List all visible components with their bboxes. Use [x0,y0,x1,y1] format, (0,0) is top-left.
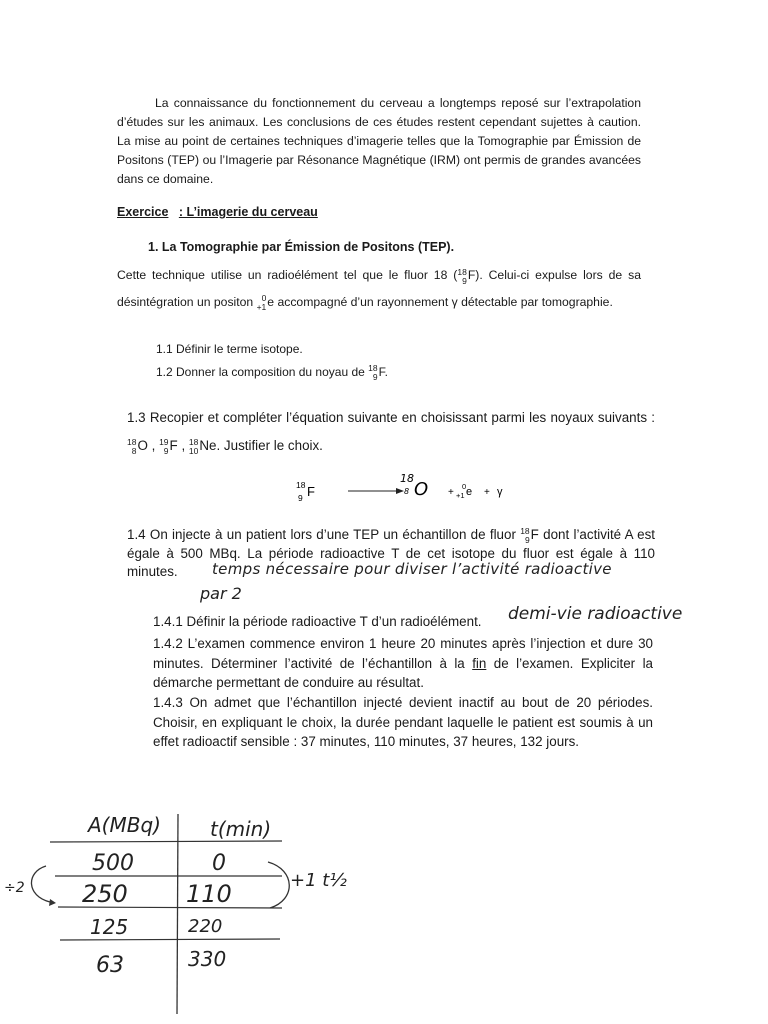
nuclide-f18 [368,364,378,382]
nuclide-f18 [457,263,467,289]
eq-lhs-charge: 9 [298,493,303,503]
eq-gamma: γ [497,486,503,498]
table-header-line [50,841,282,842]
nuclide-symbol: F [169,438,178,454]
table-right-note: +1 t½ [290,870,347,891]
handwritten-note-par2: par 2 [200,584,242,603]
nuclide-charge: 9 [462,275,467,286]
table-cell-activity: 63 [96,953,124,978]
eq-plus-1: + [448,487,454,498]
q142-text-end: de l’examen. Expliciter la démarche permettant de conduire au résultat. [153,655,653,690]
question-1-1: 1.1 Définir le terme isotope. [156,342,303,356]
eq-lhs-symbol: F [307,484,315,499]
right-brace [268,862,289,908]
question-1-3 [127,404,655,460]
q12-text: 1.2 Donner la composition du noyau de [156,365,369,380]
p1-text-a: Cette technique utilise un radioélément tel que le fluor 18 ( [117,268,458,282]
table-cell-time: 220 [188,916,223,937]
q12-text-end: F. [378,365,388,380]
nuclide-charge: 10 [188,445,199,456]
eq-hand-charge: 8 [404,487,410,496]
p1-text-c: e accompagné d’un rayonnement γ détectable par tomographie. [267,294,613,309]
q142-text: 1.4.2 L’examen commence environ 1 heure 20 minutes après l’injection et dure 30 minutes. Déterminer l’activité de l’échantillon à la [153,636,653,671]
q142-underlined: fin [472,655,487,671]
eq-plus-2: + [484,487,490,498]
nuclide-mass: 18 [368,363,378,373]
eq-lhs-mass: 18 [296,480,306,490]
handwritten-note-definition: temps nécessaire pour diviser l’activité radioactive [212,560,612,578]
left-brace [31,866,50,902]
q14-text: 1.4 On injecte à un patient lors d’une TEP un échantillon de fluor [127,527,521,542]
arrow-head [396,488,404,494]
table-cell-activity: 250 [82,880,128,908]
nuclide-mass: 18 [188,436,199,447]
section-1-title: 1. La Tomographie par Émission de Positons (TEP). [148,240,455,254]
intro-paragraph [117,94,641,189]
question-1-4-1: 1.4.1 Définir la période radioactive T d’un radioélément. [153,614,482,629]
table-cell-time: 0 [212,851,226,876]
section-1-paragraph [117,262,641,316]
q14-text-end: F dont l’activité A est égale à 500 MBq. La période radioactive T de cet isotope du fluor est égale à 110 minutes. [127,527,655,580]
eq-hand-symbol: O [414,479,429,500]
nuclide-charge: +1 [256,302,267,313]
table-column-divider [177,814,178,1014]
nuclide-mass: 18 [127,436,137,447]
table-cell-time: 330 [188,947,227,971]
eq-e-charge: +1 [456,491,465,500]
q13-text-end: . Justifier le choix. [216,438,323,453]
nuclide-mass: 18 [457,266,467,277]
eq-e-symbol: e [466,486,473,498]
separator: , [147,438,160,453]
handwritten-activity-table [0,800,768,1024]
eq-e-mass: 0 [462,482,467,491]
nuclide-o18 [127,432,148,460]
nuclide-mass: 18 [520,525,530,536]
decay-equation [290,472,530,512]
nuclide-f18 [520,526,530,545]
nuclide-positon [257,290,268,316]
nuclide-ne18 [189,432,217,460]
exercise-label: Exercice [117,205,169,219]
exercise-heading [117,205,318,219]
intro-text: La connaissance du fonctionnement du cerveau a longtemps reposé sur l’extrapolation d’études sur les animaux. Les conclusions de ces études restent cependant sujettes à caution. La mise au point de certaines techniques d’imagerie telles que la Tomographie par Émission de Positons (TEP) ou l’Imagerie par Résonance Magnétique (IRM) ont permis de grandes avancées dans ce domaine. [117,96,641,186]
separator: , [177,438,189,453]
question-1-2 [156,364,388,382]
table-row-line [60,939,280,940]
nuclide-charge: 9 [372,372,378,382]
table-cell-time: 110 [186,880,232,908]
nuclide-charge: 9 [163,445,169,456]
nuclide-mass: 19 [159,436,169,447]
nuclide-charge: 9 [524,534,530,545]
nuclide-charge: 8 [131,445,137,456]
question-1-4-2 [153,634,653,693]
table-header-time: t(min) [210,817,272,841]
p1-text-b: F). Celui-ci expulse lors de sa désintégration un positon [117,268,641,309]
exercise-title: : L’imagerie du cerveau [178,205,318,219]
table-header-activity: A(MBq) [88,813,161,837]
handwritten-note-demi-vie: demi-vie radioactive [508,604,683,624]
nuclide-symbol: Ne [199,438,217,454]
nuclide-symbol: O [137,438,148,454]
question-1-4-3: 1.4.3 On admet que l’échantillon injecté devient inactif au bout de 20 périodes. Choisir, en expliquant le choix, la durée pendant laquelle le patient est soumis à un effet radioactif sensible : 37 minutes, 110 minutes, 37 heures, 132 jours. [153,695,653,749]
eq-hand-mass: 18 [400,472,414,485]
table-cell-activity: 125 [90,915,129,939]
table-cell-activity: 500 [92,851,134,876]
nuclide-mass: 0 [261,293,267,304]
q13-text: 1.3 Recopier et compléter l’équation suivante en choisissant parmi les noyaux suivants : [127,410,655,425]
nuclide-f19 [159,432,178,460]
table-left-note: ÷2 [4,880,25,896]
left-brace-arrow [49,899,56,906]
